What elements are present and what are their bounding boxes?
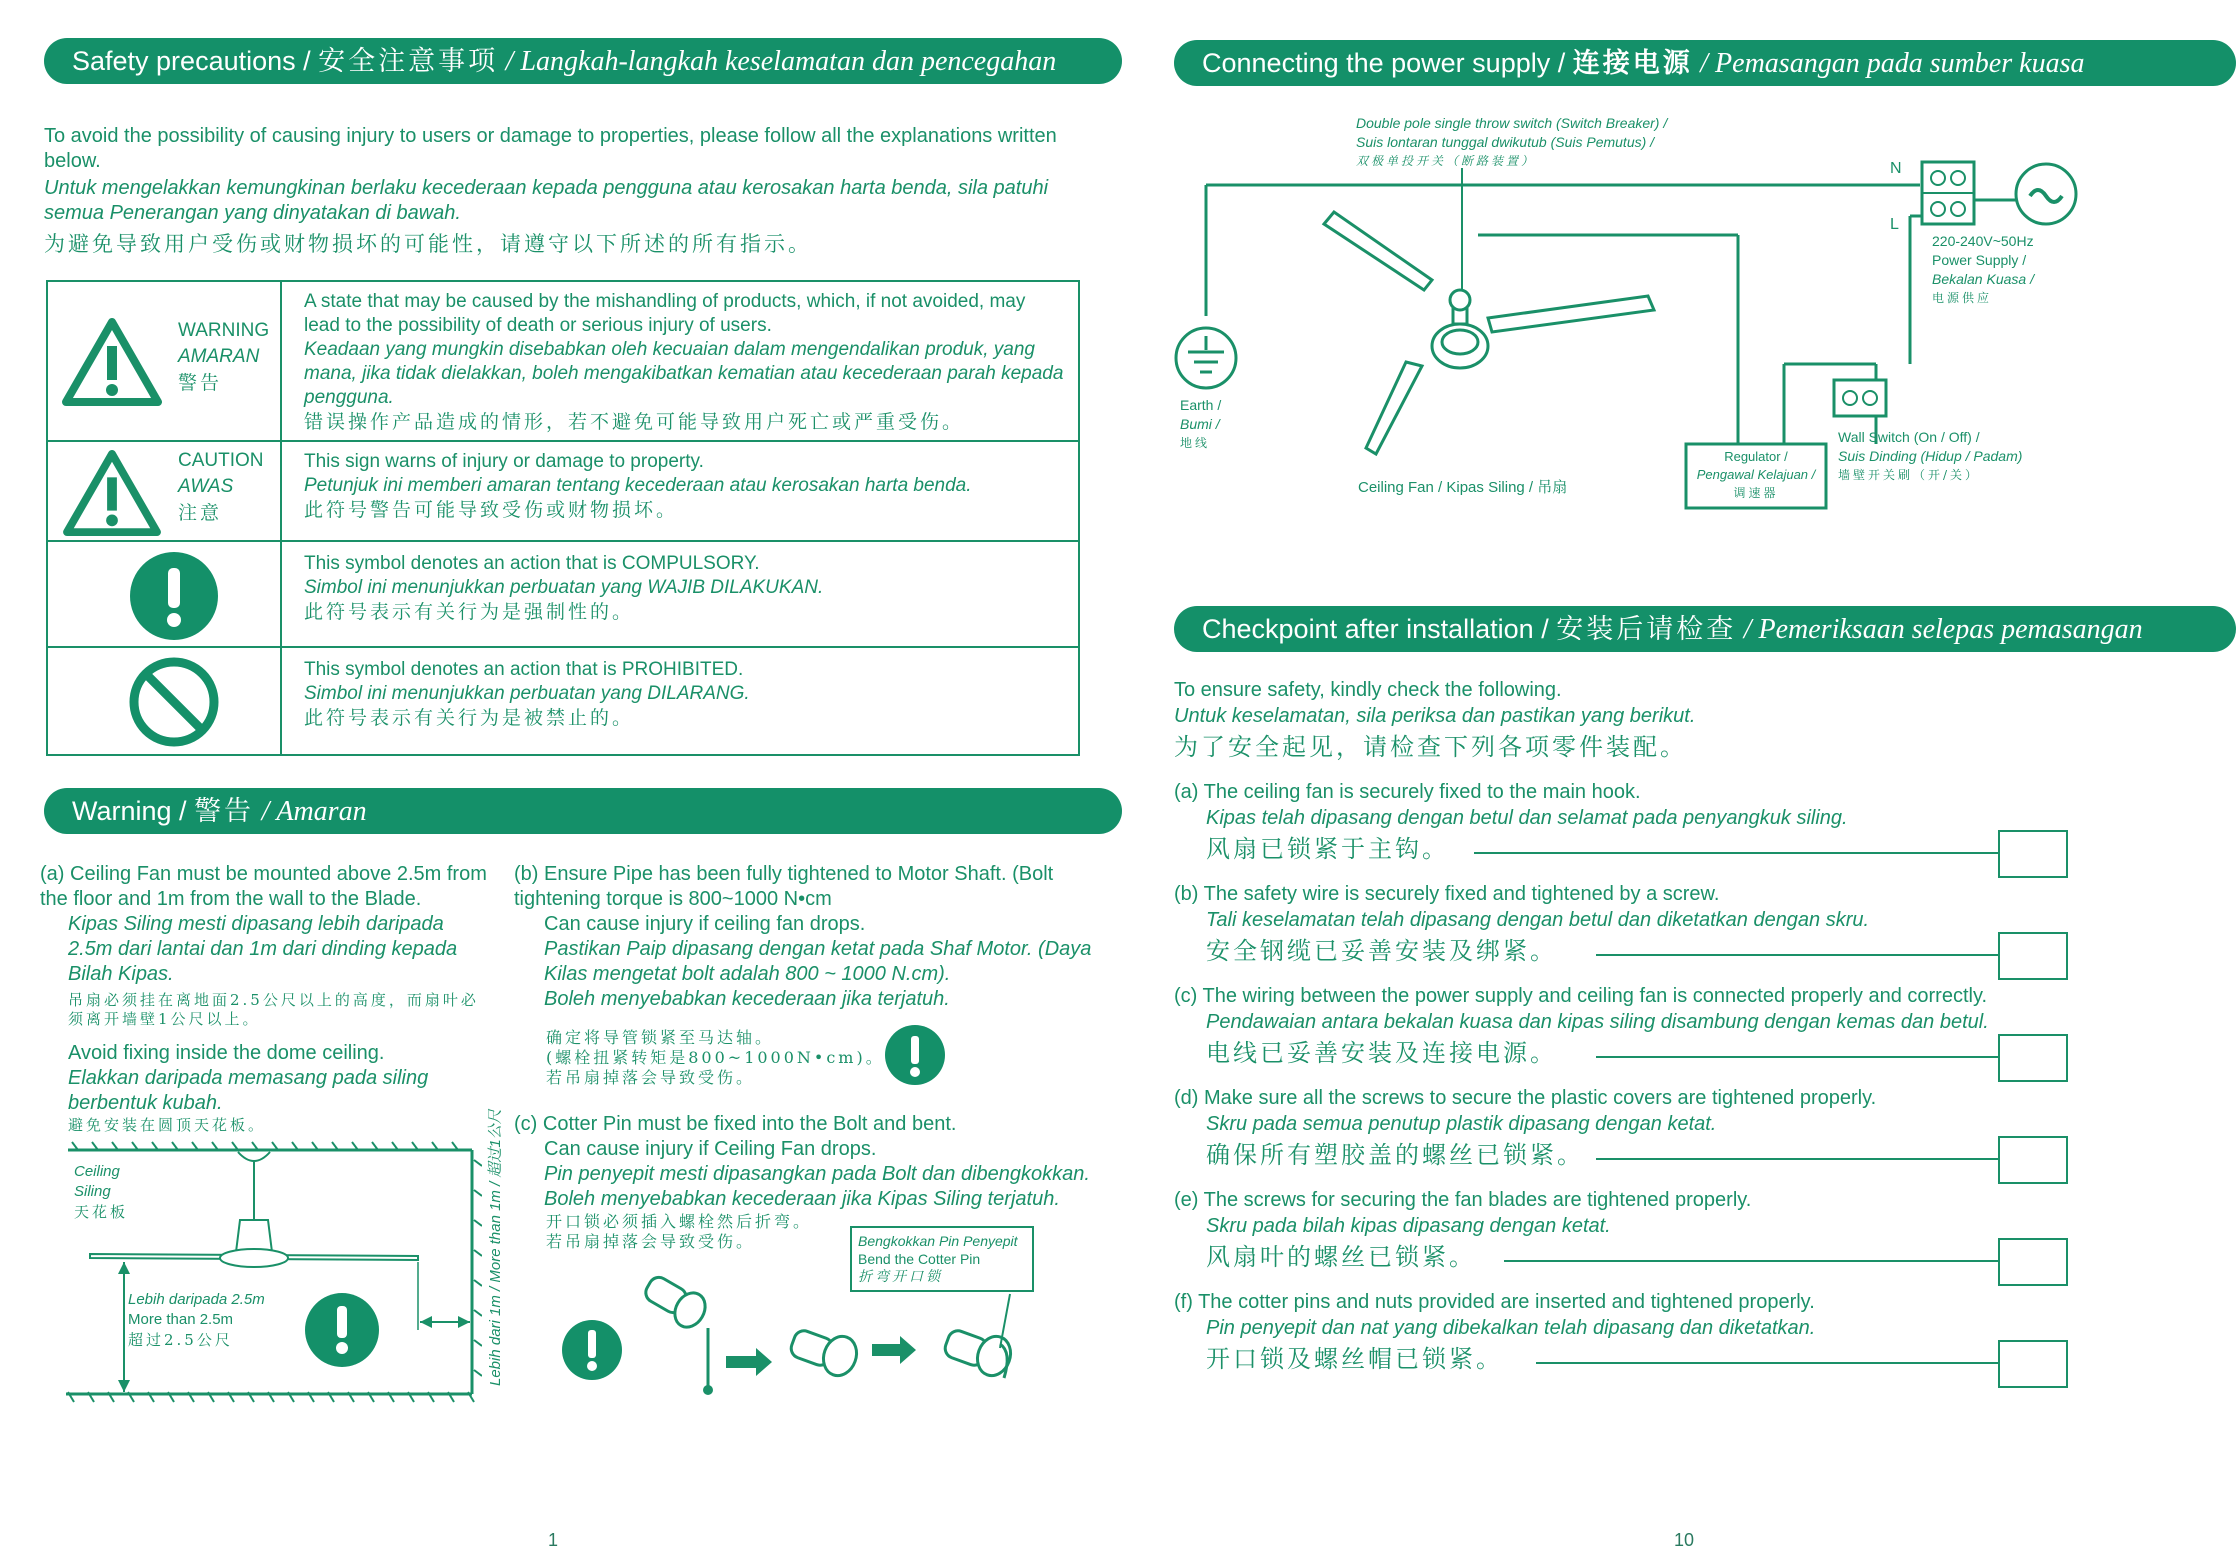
check-intro-en: To ensure safety, kindly check the following. [1174, 679, 1562, 701]
item-a-zh: 吊扇必须挂在离地面2.5公尺以上的高度，而扇叶必须离开墙壁1公尺以上。 [68, 991, 479, 1028]
warning-banner-ms: / Amaran [261, 796, 367, 827]
item-c-ms2: Boleh menyebabkan kecederaan jika Kipas Siling terjatuh. [544, 1188, 1060, 1210]
callout-zh: 折弯开口锁 [858, 1269, 943, 1285]
switch-label-en: Double pole single throw switch (Switch Breaker) / [1356, 115, 1668, 131]
check-text-ms: Skru pada semua penutup plastik dipasang dengan ketat. [1206, 1113, 1717, 1135]
item-a-ms: Kipas Siling mesti dipasang lebih daripada 2.5m dari lantai dan 1m dari dinding kepada Bilah Kipas. [68, 913, 458, 985]
regulator-label-ms: Pengawal Kelajuan / [1696, 467, 1816, 482]
check-text-en: (d) Make sure all the screws to secure the plastic covers are tightened properly. [1174, 1087, 1877, 1109]
item-b-zh3: 若吊扇掉落会导致受伤。 [546, 1068, 756, 1087]
item-c-en: (c) Cotter Pin must be fixed into the Bolt and bent. [514, 1113, 957, 1135]
warning-banner-en: Warning / [72, 796, 187, 826]
wall-switch-label-ms: Suis Dinding (Hidup / Padam) [1838, 448, 2023, 464]
caution-label-en: CAUTION [178, 450, 264, 471]
prohibited-row [47, 647, 1079, 755]
check-item [1174, 1086, 2174, 1186]
item-c [514, 1112, 1094, 1212]
regulator-label-zh: 调速器 [1733, 486, 1779, 500]
item-b-zh2: (螺栓扭紧转矩是800~1000N•cm)。 [546, 1048, 885, 1067]
switch-label-ms: Suis lontaran tunggal dwikutub (Suis Pemutus) / [1356, 134, 1655, 150]
regulator-label-en: Regulator / [1724, 449, 1788, 464]
earth-label-en: Earth / [1180, 397, 1222, 413]
warning-text-zh: 错误操作产品造成的情形，若不避免可能导致用户死亡或严重受伤。 [304, 411, 965, 433]
warning-banner-zh: 警告 [194, 796, 255, 827]
compulsory-icon-b [884, 1024, 946, 1086]
supply-label-zh: 电源供应 [1932, 291, 1993, 305]
caution-text-en: This sign warns of injury or damage to property. [304, 451, 704, 472]
height-label [128, 1290, 265, 1350]
check-intro-zh: 为了安全起见，请检查下列各项零件装配。 [1174, 733, 1687, 761]
item-a-en2: Avoid fixing inside the dome ceiling. [68, 1042, 385, 1064]
check-text-zh: 确保所有塑胶盖的螺丝已锁紧。 [1206, 1141, 1584, 1169]
check-item [1174, 1188, 2174, 1288]
earth-label [1180, 396, 1221, 453]
item-c-ms: Pin penyepit mesti dipasangkan pada Bolt dan dibengkokkan. [544, 1163, 1090, 1185]
checkpoint-banner [1174, 606, 2236, 652]
check-box[interactable] [1998, 1034, 2068, 1082]
check-item [1174, 984, 2174, 1084]
item-c-en2: Can cause injury if Ceiling Fan drops. [544, 1138, 877, 1160]
warning-text-en: A state that may be caused by the mishandling of products, which, if not avoided, may lead to the possibility of death or serious injury of users. [304, 291, 1026, 336]
height-label-ms: Lebih daripada 2.5m [128, 1291, 265, 1308]
prohibited-text-en: This symbol denotes an action that is PROHIBITED. [304, 659, 744, 680]
prohibited-text-ms: Simbol ini menunjukkan perbuatan yang DILARANG. [304, 683, 750, 704]
check-text-ms: Kipas telah dipasang dengan betul dan selamat pada penyangkuk siling. [1206, 807, 1848, 829]
caution-label-zh: 注意 [178, 502, 223, 524]
height-label-en: More than 2.5m [128, 1311, 234, 1328]
power-supply-label [1932, 232, 2034, 308]
item-b-ms: Pastikan Paip dipasang dengan ketat pada Shaf Motor. (Daya Kilas mengetat bolt adalah 800 ~ 1000 N.cm). [544, 938, 1092, 985]
supply-voltage: 220-240V~50Hz [1932, 233, 2034, 249]
ceiling-label-ms: Siling [74, 1183, 111, 1200]
switch-label-zh: 双极单投开关（断路装置） [1356, 154, 1537, 168]
power-banner-en: Connecting the power supply / [1202, 48, 1566, 78]
banner-ms: / Langkah-langkah keselamatan dan pencegahan [505, 46, 1057, 77]
warning-label-zh: 警告 [178, 372, 223, 394]
page-number-right: 10 [1674, 1530, 1695, 1550]
item-b-zh: 确定将导管锁紧至马达轴。 [546, 1028, 775, 1047]
l-label: L [1890, 216, 1899, 233]
item-b-zh-block [546, 1028, 885, 1088]
prohibited-text-zh: 此符号表示有关行为是被禁止的。 [304, 707, 635, 729]
checkpoint-banner-zh: 安装后请检查 [1556, 614, 1737, 645]
ceiling-label-zh: 天花板 [74, 1203, 129, 1221]
banner-en: Safety precautions / [72, 46, 311, 76]
item-a-zh2: 避免安装在圆顶天花板。 [68, 1116, 267, 1134]
wall-switch-label-zh: 墙壁开关刷（开/关） [1838, 468, 1981, 482]
symbol-table [46, 280, 1080, 756]
compulsory-text-en: This symbol denotes an action that is COMPULSORY. [304, 553, 760, 574]
check-text-en: (c) The wiring between the power supply and ceiling fan is connected properly and correctly. [1174, 985, 1988, 1007]
check-text-en: (b) The safety wire is securely fixed and tightened by a screw. [1174, 883, 1720, 905]
warning-label-ms: AMARAN [178, 346, 260, 367]
check-text-en: (a) The ceiling fan is securely fixed to the main hook. [1174, 781, 1641, 803]
prohibited-icon [128, 656, 220, 748]
power-banner-zh: 连接电源 [1572, 48, 1693, 79]
ceiling-label [74, 1162, 128, 1222]
warning-label-en: WARNING [178, 320, 270, 341]
item-c-zh2: 若吊扇掉落会导致受伤。 [546, 1232, 756, 1251]
wall-switch-label-en: Wall Switch (On / Off) / [1838, 429, 1980, 445]
check-item [1174, 882, 2174, 982]
check-item [1174, 1290, 2174, 1390]
checkpoint-banner-en: Checkpoint after installation / [1202, 614, 1549, 644]
caution-text-ms: Petunjuk ini memberi amaran tentang kecederaan atau kerosakan harta benda. [304, 475, 972, 496]
ceiling-label-en: Ceiling [74, 1163, 120, 1180]
check-text-ms: Tali keselamatan telah dipasang dengan betul dan diketatkan dengan skru. [1206, 909, 1870, 931]
supply-label-en: Power Supply / [1932, 252, 2027, 268]
compulsory-exclamation-icon [128, 550, 220, 642]
check-text-zh: 风扇叶的螺丝已锁紧。 [1206, 1243, 1476, 1271]
earth-label-zh: 地线 [1180, 436, 1211, 450]
item-c-zh: 开口锁必须插入螺栓然后折弯。 [546, 1212, 813, 1231]
caution-label-ms: AWAS [178, 476, 234, 497]
safety-precautions-banner [44, 38, 1122, 84]
warning-text-ms: Keadaan yang mungkin disebabkan oleh kecuaian dalam mengendalikan produk, yang mana, jika tidak dielakkan, boleh mengakibatkan kematian atau kecederaan parah kepada pengguna. [304, 339, 1064, 408]
banner-zh: 安全注意事项 [318, 46, 499, 77]
compulsory-text-zh: 此符号表示有关行为是强制性的。 [304, 601, 635, 623]
check-box[interactable] [1998, 1136, 2068, 1184]
intro-en: To avoid the possibility of causing injury to users or damage to properties, please follow all the explanations written below. [44, 125, 1057, 172]
check-text-zh: 开口锁及螺丝帽已锁紧。 [1206, 1345, 1503, 1373]
check-box[interactable] [1998, 932, 2068, 980]
regulator-label [1688, 448, 1824, 502]
check-box[interactable] [1998, 830, 2068, 878]
item-b [514, 862, 1094, 1012]
n-label: N [1890, 160, 1902, 177]
check-intro-ms: Untuk keselamatan, sila periksa dan pastikan yang berikut. [1174, 705, 1696, 727]
item-b-en2: Can cause injury if ceiling fan drops. [544, 913, 866, 935]
check-text-zh: 电线已妥善安装及连接电源。 [1206, 1039, 1557, 1067]
caution-text-zh: 此符号警告可能导致受伤或财物损坏。 [304, 499, 679, 521]
check-text-en: (f) The cotter pins and nuts provided are inserted and tightened properly. [1174, 1291, 1815, 1313]
check-text-en: (e) The screws for securing the fan blades are tightened properly. [1174, 1189, 1752, 1211]
power-supply-banner [1174, 40, 2236, 86]
caution-triangle-icon [60, 448, 164, 538]
caution-row [47, 441, 1079, 541]
wall-distance-label: Lebih dari 1m / More than 1m / 超过1公尺 [487, 1109, 504, 1386]
callout-en: Bend the Cotter Pin [858, 1251, 981, 1267]
intro-zh: 为避免导致用户受伤或财物损坏的可能性，请遵守以下所述的所有指示。 [44, 232, 812, 256]
page-number-left: 1 [548, 1530, 559, 1550]
height-label-zh: 超过2.5公尺 [128, 1331, 233, 1349]
supply-label-ms: Bekalan Kuasa / [1932, 271, 2034, 287]
check-text-ms: Pendawaian antara bekalan kuasa dan kipas siling disambung dengan kemas dan betul. [1206, 1011, 1989, 1033]
compulsory-text-ms: Simbol ini menunjukkan perbuatan yang WAJIB DILAKUKAN. [304, 577, 824, 598]
warning-banner [44, 788, 1122, 834]
item-a-en: (a) Ceiling Fan must be mounted above 2.5m from the floor and 1m from the wall to the Blade. [40, 863, 487, 910]
item-a-ms2: Elakkan daripada memasang pada siling berbentuk kubah. [68, 1067, 429, 1114]
intro-ms: Untuk mengelakkan kemungkinan berlaku kecederaan kepada pengguna atau kerosakan harta benda, sila patuhi semua Penerangan yang dinyatakan di bawah. [44, 177, 1049, 224]
check-text-zh: 安全钢缆已妥善安装及绑紧。 [1206, 937, 1557, 965]
check-box[interactable] [1998, 1238, 2068, 1286]
check-text-ms: Skru pada bilah kipas dipasang dengan ketat. [1206, 1215, 1611, 1237]
callout-ms: Bengkokkan Pin Penyepit [858, 1233, 1018, 1249]
checkpoint-banner-ms: / Pemeriksaan selepas pemasangan [1743, 614, 2143, 645]
earth-label-ms: Bumi / [1180, 416, 1220, 432]
check-box[interactable] [1998, 1340, 2068, 1388]
check-text-ms: Pin penyepit dan nat yang dibekalkan telah dipasang dan diketatkan. [1206, 1317, 1816, 1339]
check-text-zh: 风扇已锁紧于主钩。 [1206, 835, 1449, 863]
compulsory-row [47, 541, 1079, 647]
switch-breaker-label [1356, 114, 1667, 171]
power-banner-ms: / Pemasangan pada sumber kuasa [1700, 48, 2085, 79]
wall-switch-label [1838, 428, 2022, 485]
cotter-pin-diagram [560, 1260, 1040, 1410]
item-b-en: (b) Ensure Pipe has been fully tightened to Motor Shaft. (Bolt tightening torque is 800~1000 N•cm [514, 863, 1054, 910]
check-item [1174, 780, 2174, 880]
warning-triangle-icon [60, 316, 164, 408]
warning-row [47, 281, 1079, 441]
item-b-ms2: Boleh menyebabkan kecederaan jika terjatuh. [544, 988, 950, 1010]
item-a [40, 862, 490, 1135]
ceiling-fan-label: Ceiling Fan / Kipas Siling / 吊扇 [1358, 479, 1568, 496]
item-c-zh-block [546, 1212, 812, 1252]
